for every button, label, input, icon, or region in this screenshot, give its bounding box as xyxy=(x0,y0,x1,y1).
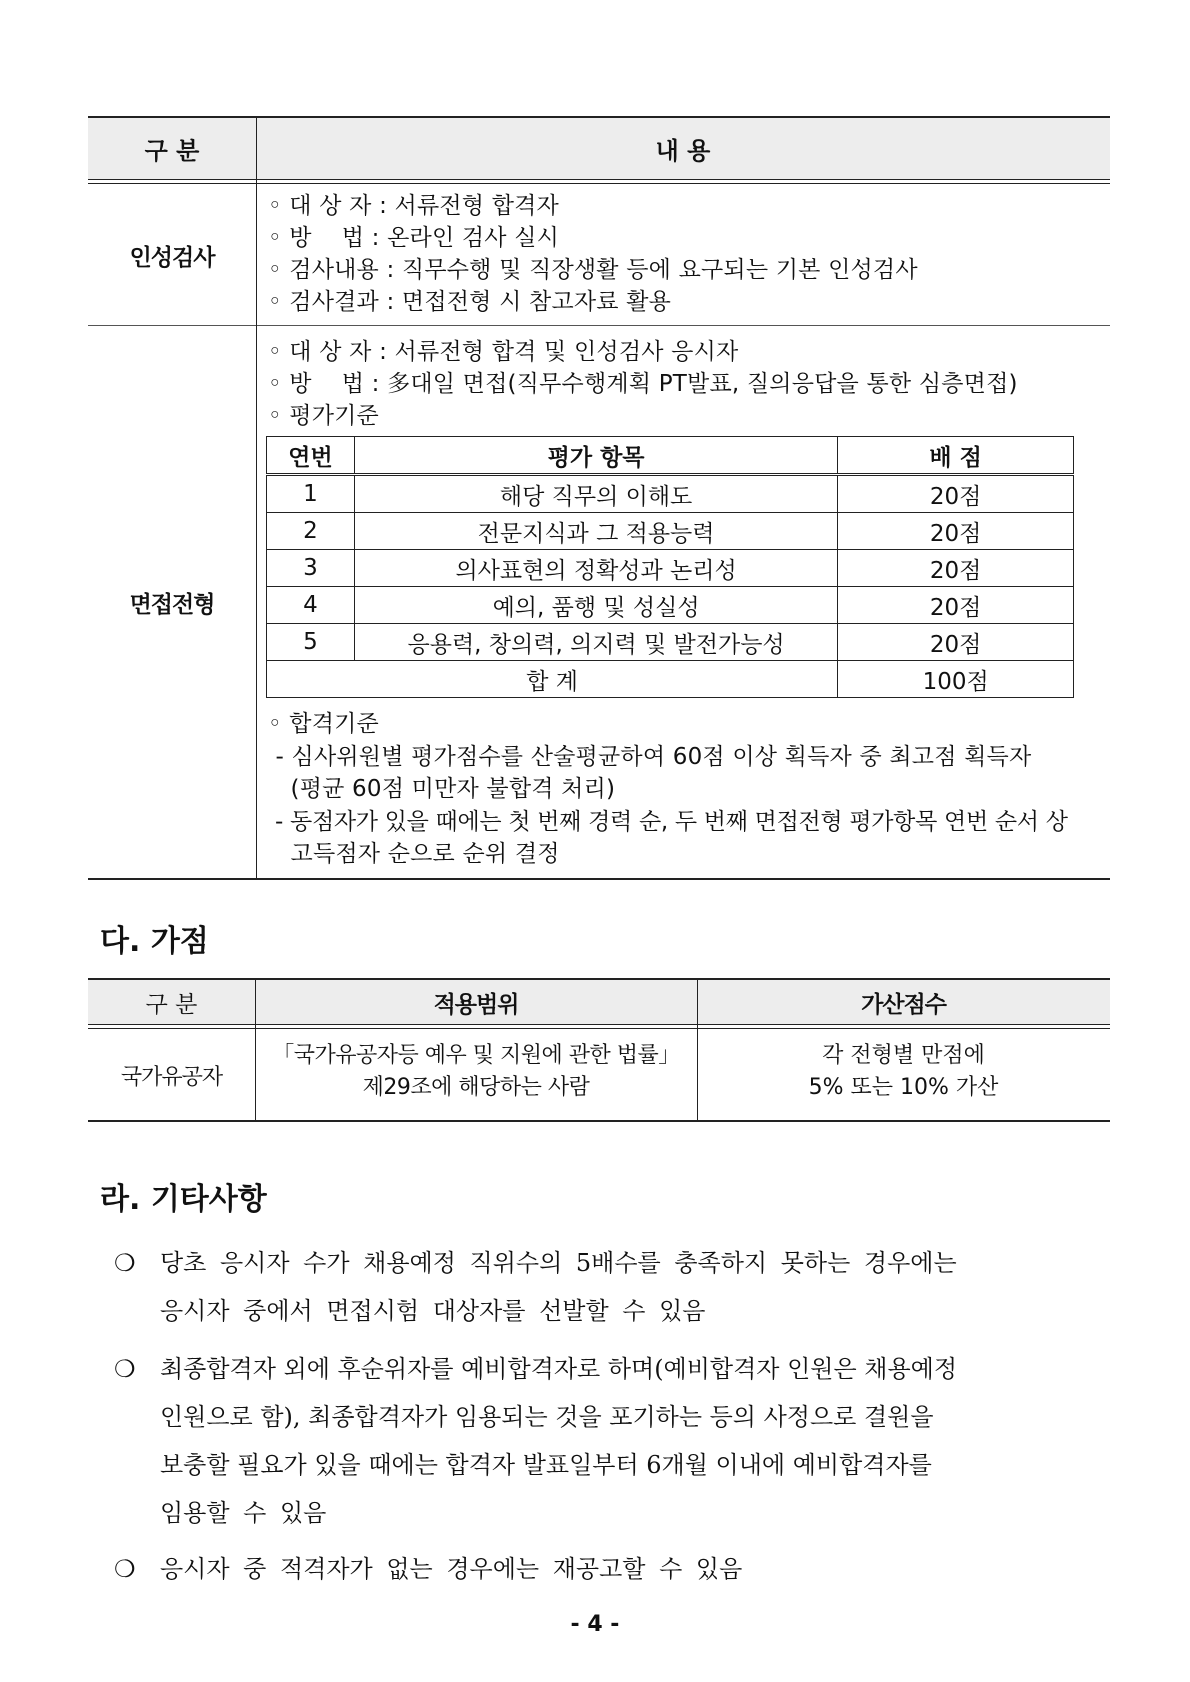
list-item-2-line-1: 최종합격자 외에 후순위자를 예비합격자로 하며(예비합격자 인원은 채용예정 xyxy=(160,1355,958,1383)
eval-no: 5 xyxy=(267,624,355,661)
page-number: - 4 - xyxy=(570,1612,620,1637)
interview-line-6: (평균 60점 미만자 불합격 처리) xyxy=(268,776,616,802)
main-table-header-col2: 내 용 xyxy=(655,137,711,165)
personality-line-1: ◦ 대 상 자 : 서류전형 합격자 xyxy=(268,193,559,219)
main-table-header-divider-2 xyxy=(88,183,1110,184)
personality-line-3: ◦ 검사내용 : 직무수행 및 직장생활 등에 요구되는 기본 인성검사 xyxy=(268,257,918,283)
eval-score: 20점 xyxy=(838,475,1074,513)
bonus-header-scope: 적용범위 xyxy=(433,991,519,1018)
bonus-row-label: 국가유공자 xyxy=(120,1064,223,1090)
bonus-header-points: 가산점수 xyxy=(861,991,946,1018)
list-item-1-line-2: 응시자 중에서 면접시험 대상자를 선발할 수 있음 xyxy=(160,1297,706,1325)
evaluation-table xyxy=(266,436,1074,698)
list-bullet: ❍ xyxy=(114,1355,136,1383)
table-row-total xyxy=(267,661,1074,698)
eval-no: 3 xyxy=(267,550,355,587)
eval-no: 1 xyxy=(267,475,355,513)
eval-item: 예의, 품행 및 성실성 xyxy=(354,587,837,624)
table-row xyxy=(267,550,1074,587)
eval-score: 20점 xyxy=(838,624,1074,661)
table-row xyxy=(267,513,1074,550)
eval-item: 응용력, 창의력, 의지력 및 발전가능성 xyxy=(354,624,837,661)
main-table-bottom-border xyxy=(88,878,1110,880)
bonus-table-bottom-border xyxy=(88,1120,1110,1122)
main-table-col-divider xyxy=(256,117,257,879)
bonus-points-line-1: 각 전형별 만점에 xyxy=(822,1043,985,1068)
bonus-row-scope xyxy=(255,1040,697,1104)
eval-header-no: 연번 xyxy=(267,437,355,475)
list-bullet: ❍ xyxy=(114,1555,136,1583)
list-bullet: ❍ xyxy=(114,1249,136,1277)
section-title-other: 라. 기타사항 xyxy=(100,1182,267,1217)
list-item-2-line-4: 임용할 수 있음 xyxy=(160,1499,327,1527)
interview-line-7: - 동점자가 있을 때에는 첫 번째 경력 순, 두 번째 면접전형 평가항목 연번 순서 상 xyxy=(268,809,1068,835)
eval-item: 의사표현의 정확성과 논리성 xyxy=(354,550,837,587)
evaluation-table-header xyxy=(267,437,1074,475)
list-item-2-line-3: 보충할 필요가 있을 때에는 합격자 발표일부터 6개월 이내에 예비합격자를 xyxy=(160,1451,932,1479)
personality-line-2: ◦ 방 법 : 온라인 검사 실시 xyxy=(268,225,560,251)
eval-no: 2 xyxy=(267,513,355,550)
interview-line-4: ◦ 합격기준 xyxy=(268,711,379,737)
eval-total-score: 100점 xyxy=(838,661,1074,698)
eval-total-label: 합 계 xyxy=(267,661,838,698)
bonus-scope-line-2: 제29조에 해당하는 사람 xyxy=(362,1075,590,1100)
eval-score: 20점 xyxy=(838,513,1074,550)
main-table-header-col1: 구 분 xyxy=(144,137,200,165)
eval-header-score: 배 점 xyxy=(838,437,1074,475)
eval-header-item: 평가 항목 xyxy=(354,437,837,475)
bonus-row-points xyxy=(697,1040,1110,1104)
eval-no: 4 xyxy=(267,587,355,624)
eval-item: 전문지식과 그 적용능력 xyxy=(354,513,837,550)
eval-score: 20점 xyxy=(838,587,1074,624)
eval-score: 20점 xyxy=(838,550,1074,587)
bonus-points-line-2: 5% 또는 10% 가산 xyxy=(808,1075,999,1100)
table-row xyxy=(267,475,1074,513)
list-item-3-line-1: 응시자 중 적격자가 없는 경우에는 재공고할 수 있음 xyxy=(160,1555,743,1583)
table-row xyxy=(267,587,1074,624)
row-label-personality-test: 인성검사 xyxy=(129,244,215,271)
table-row xyxy=(267,624,1074,661)
bonus-scope-line-1: 「국가유공자등 예우 및 지원에 관한 법률」 xyxy=(272,1043,680,1068)
personality-line-4: ◦ 검사결과 : 면접전형 시 참고자료 활용 xyxy=(268,289,672,315)
list-item-1-line-1: 당초 응시자 수가 채용예정 직위수의 5배수를 충족하지 못하는 경우에는 xyxy=(160,1249,957,1277)
section-title-bonus: 다. 가점 xyxy=(100,924,209,959)
bonus-header-category: 구 분 xyxy=(145,991,198,1018)
interview-line-3: ◦ 평가기준 xyxy=(268,403,379,429)
eval-item: 해당 직무의 이해도 xyxy=(354,475,837,513)
interview-line-5: - 심사위원별 평가점수를 산술평균하여 60점 이상 획득자 중 최고점 획득자 xyxy=(268,744,1032,770)
bonus-table-header-divider-2 xyxy=(88,1028,1110,1029)
interview-line-2: ◦ 방 법 : 多대일 면접(직무수행계획 PT발표, 질의응답을 통한 심층면접) xyxy=(268,371,1018,397)
list-item-2-line-2: 인원으로 함), 최종합격자가 임용되는 것을 포기하는 등의 사정으로 결원을 xyxy=(160,1403,934,1431)
interview-line-1: ◦ 대 상 자 : 서류전형 합격 및 인성검사 응시자 xyxy=(268,339,739,365)
row-label-interview: 면접전형 xyxy=(129,591,215,618)
interview-line-8: 고득점자 순으로 순위 결정 xyxy=(268,841,560,867)
